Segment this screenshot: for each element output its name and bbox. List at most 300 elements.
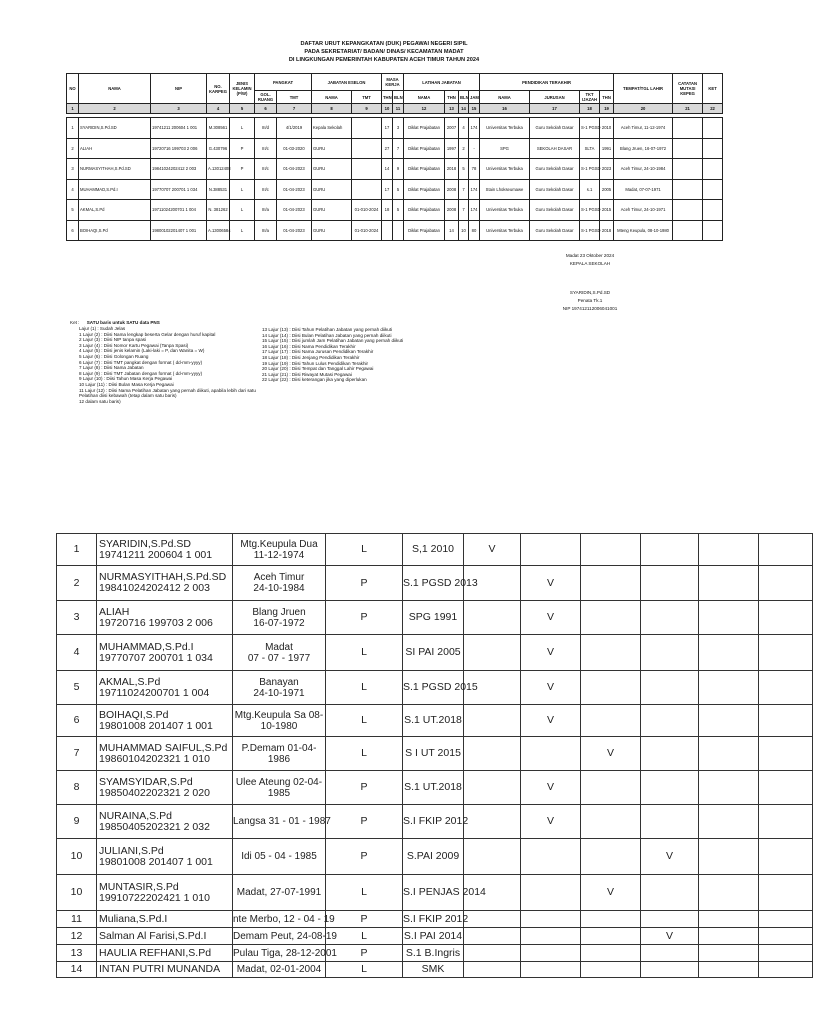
scanned-row-pendidikan: S.I FKIP 2012 [403, 911, 464, 928]
row-pendidikan-thn: 2018 [600, 220, 614, 241]
scanned-empty [699, 962, 759, 978]
row-latihan: Diklat Prajabatan [404, 118, 445, 139]
scanned-ttl-line: Blang Jruen [252, 606, 306, 618]
row-latihan: Diklat Prajabatan [404, 138, 445, 159]
scanned-row-no: 14 [57, 962, 97, 978]
scanned-name: AKMAL,S.Pd [99, 675, 161, 688]
scanned-row-no: 10 [57, 839, 97, 875]
row-nama: NURMASYITHAH,S.Pd.SD [79, 159, 151, 180]
scanned-nip: 19801008 201407 1 001 [99, 719, 213, 732]
row-latihan: Diklat Prajabatan [404, 220, 445, 241]
column-number: 3 [151, 104, 207, 114]
scanned-check-mark: V [521, 566, 581, 601]
row-jabatan: GURU [312, 138, 352, 159]
row-gol-ruang: III/c [255, 159, 277, 180]
scanned-row [57, 945, 813, 962]
row-latihan-bln: 4 [459, 118, 469, 139]
notes-ket-label: Ket : [70, 320, 80, 325]
duk-table [66, 73, 723, 241]
scanned-row-ttl [233, 705, 326, 737]
row-jurusan: Guru Sekolah Dasar [530, 220, 580, 241]
scanned-empty [699, 911, 759, 928]
row-no: 1 [67, 118, 79, 139]
header-nama-pendidikan: NAMA [480, 91, 530, 104]
scanned-ttl-line: 1986 [267, 753, 291, 765]
row-latihan: Diklat Prajabatan [404, 159, 445, 180]
scanned-row-no: 2 [57, 566, 97, 601]
scanned-check-mark [581, 962, 641, 978]
scanned-row-ttl [233, 671, 326, 705]
header-catatan-mutasi: CATATAN MUTASI KEPEG [673, 74, 703, 104]
row-jabatan: GURU [312, 220, 352, 241]
scanned-ttl-line: Langsa 31 - 01 - 1987 [233, 816, 331, 827]
scanned-ttl-line: Mtg.Keupula Sa 08- [234, 709, 324, 721]
scanned-check-mark [581, 566, 641, 601]
document-title [0, 40, 768, 64]
scanned-check-mark [521, 962, 581, 978]
row-jenis-kelamin: P [230, 159, 255, 180]
scanned-row-jk: L [326, 671, 403, 705]
row-ket [703, 220, 723, 241]
scanned-row-pendidikan: S.1 UT.2018 [403, 771, 464, 805]
column-number: 12 [404, 104, 445, 114]
scanned-row [57, 671, 813, 705]
row-tkt-ijazah: S-1 PGSD [580, 159, 600, 180]
row-latihan-bln: 7 [459, 179, 469, 200]
header-jenis-kelamin: JENIS KELAMIN (P/W) [230, 74, 255, 104]
scanned-row-no: 3 [57, 601, 97, 635]
scanned-empty [759, 805, 813, 839]
scanned-check-mark [641, 566, 699, 601]
scanned-empty [699, 737, 759, 771]
scanned-row-no: 13 [57, 945, 97, 962]
header-tmt-pangkat: TMT [277, 91, 312, 104]
scanned-check-mark [464, 945, 521, 962]
scanned-ttl-line: P.Demam 01-04- [241, 742, 317, 754]
scanned-row-nama [97, 635, 233, 671]
row-nama: AKMAL,S.Pd [79, 200, 151, 221]
row-tmt-jabatan [352, 138, 382, 159]
scanned-check-mark [521, 737, 581, 771]
scanned-nip: 19770707 200701 1 034 [99, 651, 213, 664]
scanned-name: BOIHAQI,S.Pd [99, 708, 169, 721]
scanned-empty [699, 705, 759, 737]
scanned-row-ttl [233, 771, 326, 805]
column-number: 1 [67, 104, 79, 114]
note-line: 8 Lajur (9) : Diisi TMT Jabatan dengan format ( dd-mm-yyyy) [79, 370, 203, 376]
header-nama-jabatan: NAMA [312, 91, 352, 104]
notes-left-column [79, 326, 259, 404]
note-line: 7 Lajur (8) : Diisi Nama Jabatan [79, 365, 144, 371]
header-nip: NIP [151, 74, 207, 104]
header-nama-latihan: NAMA [404, 91, 445, 104]
row-tmt-jabatan [352, 159, 382, 180]
scanned-row-pendidikan: S.I PAI 2014 [403, 928, 464, 945]
header-pangkat: PANGKAT [255, 74, 312, 91]
row-jabatan: GURU [312, 159, 352, 180]
scanned-name: NURAINA,S.Pd [99, 809, 172, 822]
row-tempat-tgl-lahir: Aceh Timur, 24-10-1971 [614, 200, 673, 221]
row-jurusan: Guru Sekolah Dasar [530, 118, 580, 139]
row-no: 6 [67, 220, 79, 241]
scanned-row-pendidikan: SI PAI 2005 [403, 635, 464, 671]
row-gol-ruang: III/c [255, 138, 277, 159]
column-number: 21 [673, 104, 703, 114]
scanned-row-pendidikan: S.1 B.Ingris [403, 945, 464, 962]
row-jabatan: GURU [312, 179, 352, 200]
note-line: 14 Lajur (14) : Diisi Bulan Pelatihan Jabatan yang pernah diikuti [262, 332, 392, 338]
scanned-check-mark: V [521, 705, 581, 737]
column-number: 16 [480, 104, 530, 114]
scanned-check-mark [641, 945, 699, 962]
row-catatan-mutasi [673, 200, 703, 221]
scanned-row-pendidikan: S.PAI 2009 [403, 839, 464, 875]
scanned-row-pendidikan: SPG 1991 [403, 601, 464, 635]
scanned-check-mark [641, 911, 699, 928]
row-masa-kerja-thn: 14 [382, 159, 393, 180]
scanned-row-no: 10 [57, 875, 97, 911]
row-jenis-kelamin: L [230, 200, 255, 221]
scanned-check-mark [464, 737, 521, 771]
title-line-2: PADA SEKRETARIAT/ BADAN/ DINAS/ KECAMATAN MADAT [304, 49, 464, 55]
column-number: 19 [600, 104, 614, 114]
row-nama: SYARIDIN,S.Pd.SD [79, 118, 151, 139]
scanned-nip: 19801008 201407 1 001 [99, 855, 213, 868]
scanned-row-ttl [233, 945, 337, 962]
row-catatan-mutasi [673, 179, 703, 200]
header-jam-latihan: JAM [469, 91, 480, 104]
scanned-row-nama [97, 911, 233, 928]
scanned-row-pendidikan: S.1 PGSD 2015 [403, 671, 464, 705]
row-karpeg: G.430796 [207, 138, 230, 159]
scanned-nip: 19910722202421 1 010 [99, 891, 210, 904]
table-row [67, 179, 723, 200]
row-jurusan: Guru Sekolah Dasar [530, 159, 580, 180]
scanned-ttl-line: 24-10-1984 [253, 583, 305, 594]
note-line: 1 Lajur (2) : Diisi Nama lengkap beserta Gelar dengan huruf kapital [79, 331, 216, 337]
column-number: 5 [230, 104, 255, 114]
header-no: NO [67, 74, 79, 104]
scanned-check-mark [581, 534, 641, 566]
scanned-name: JULIANI,S.Pd [99, 844, 164, 857]
scanned-row-nama [97, 737, 233, 771]
scanned-row-no: 7 [57, 737, 97, 771]
scanned-row-jk: P [326, 839, 403, 875]
scanned-nip: 19711024200701 1 004 [99, 686, 210, 699]
scanned-nip: 19850405202321 2 032 [99, 820, 210, 833]
row-latihan-jam: 174 [469, 118, 480, 139]
row-jurusan: Guru Sekolah Dasar [530, 200, 580, 221]
table-row [67, 118, 723, 139]
scanned-check-mark [464, 705, 521, 737]
scanned-row-ttl [233, 601, 326, 635]
row-masa-kerja-bln: 5 [393, 179, 404, 200]
scanned-row-no: 1 [57, 534, 97, 566]
row-latihan-jam: - [469, 138, 480, 159]
scanned-check-mark [521, 945, 581, 962]
scanned-check-mark [641, 962, 699, 978]
row-gol-ruang: III/d [255, 118, 277, 139]
row-nip: 19711024200701 1 004 [151, 200, 207, 221]
scanned-row-ttl [233, 805, 331, 839]
row-nama: ALIAH [79, 138, 151, 159]
scanned-empty [759, 945, 813, 962]
row-no: 2 [67, 138, 79, 159]
header-jabatan-eselon: JABATAN ESELON [312, 74, 382, 91]
scanned-ttl-line: 07 - 07 - 1977 [247, 652, 311, 664]
scanned-ttl-line: Madat, 27-07-1991 [236, 887, 322, 898]
row-pendidikan: Universitas Terbuka [480, 220, 530, 241]
scanned-empty [759, 839, 813, 875]
scanned-empty [699, 928, 759, 945]
row-latihan: Diklat Prajabatan [404, 200, 445, 221]
scanned-name: MUHAMMAD,S.Pd.I [99, 640, 194, 653]
column-number: 22 [703, 104, 723, 114]
row-tempat-tgl-lahir: Blang Jruen, 16-07-1972 [614, 138, 673, 159]
scanned-check-mark [521, 534, 581, 566]
scanned-ttl-line: Mtg.Keupula Dua [240, 538, 318, 550]
header-gol-ruang: GOL. RUANG [255, 91, 277, 104]
header-thn-masa-kerja: THN [382, 91, 393, 104]
scanned-check-mark [581, 771, 641, 805]
row-nip: 19770707 200701 1 034 [151, 179, 207, 200]
note-line: Pelatihan diisi kebawah (tetap dalam satu baris) [79, 393, 177, 399]
scanned-empty [759, 601, 813, 635]
notes-ket-title: SATU baris untuk SATU data PNS [86, 320, 160, 325]
column-number: 18 [580, 104, 600, 114]
row-jabatan: GURU [312, 200, 352, 221]
scanned-empty [699, 635, 759, 671]
signature-place-date: Madat 23 Oktober 2024 [565, 253, 615, 258]
scanned-empty [699, 771, 759, 805]
column-number: 15 [469, 104, 480, 114]
scanned-row-ttl [233, 566, 326, 601]
column-number: 9 [352, 104, 382, 114]
header-pendidikan-terakhir: PENDIDIKAN TERAKHIR [480, 74, 614, 91]
row-gol-ruang: III/a [255, 200, 277, 221]
scanned-check-mark: V [581, 875, 641, 911]
row-pendidikan-thn: 1991 [600, 138, 614, 159]
scanned-nip: 19850402202321 2 020 [99, 786, 210, 799]
scanned-check-mark [641, 534, 699, 566]
scanned-check-mark [581, 928, 641, 945]
scanned-row-no: 12 [57, 928, 97, 945]
scanned-check-mark [641, 875, 699, 911]
row-catatan-mutasi [673, 159, 703, 180]
note-line: 2 Lajur (3) : Diisi NIP tanpa spasi [79, 337, 147, 343]
row-tempat-tgl-lahir: Aceh Timur, 24-10-1984 [614, 159, 673, 180]
scanned-empty [699, 839, 759, 875]
scanned-name: NURMASYITHAH,S.Pd.SD [99, 571, 227, 583]
row-karpeg: N.388531 [207, 179, 230, 200]
scanned-check-mark [581, 945, 641, 962]
column-number: 2 [79, 104, 151, 114]
header-tempat-tgl-lahir: TEMPAT/TGL LAHIR [614, 74, 673, 104]
row-nip: 19720716 199703 2 006 [151, 138, 207, 159]
column-number: 20 [614, 104, 673, 114]
row-no: 4 [67, 179, 79, 200]
scanned-row-nama [97, 928, 233, 945]
row-gol-ruang: III/a [255, 220, 277, 241]
scanned-check-mark: V [521, 805, 581, 839]
scanned-check-mark [581, 671, 641, 705]
column-number: 6 [255, 104, 277, 114]
row-catatan-mutasi [673, 138, 703, 159]
row-tkt-ijazah: SLTA [580, 138, 600, 159]
scanned-row-jk: L [326, 737, 403, 771]
row-latihan: Diklat Prajabatan [404, 179, 445, 200]
scanned-empty [759, 635, 813, 671]
column-number: 11 [393, 104, 404, 114]
note-line: 16 Lajur (16) : Diisi Nama Pendidikan Terakhir [262, 343, 356, 349]
scanned-ttl-line: Ulee Ateung 02-04- [235, 776, 323, 788]
scanned-row-pendidikan: SMK [403, 962, 464, 978]
scanned-empty [759, 671, 813, 705]
scanned-row-nama [97, 566, 233, 601]
scanned-empty [759, 962, 813, 978]
row-tmt-pangkat: 01-04-2023 [277, 179, 312, 200]
scanned-row-nama [97, 671, 233, 705]
row-ket [703, 200, 723, 221]
scanned-ttl-line: Idi 05 - 04 - 1985 [241, 851, 317, 862]
scanned-empty [699, 601, 759, 635]
scanned-row-jk: L [326, 635, 403, 671]
note-line: 17 Lajur (17) : Diisi Nama Jurusan Pendidikan Terakhir [262, 349, 374, 355]
column-number: 7 [277, 104, 312, 114]
scanned-check-mark [581, 839, 641, 875]
scanned-empty [699, 945, 759, 962]
row-jurusan: Guru Sekolah Dasar [530, 179, 580, 200]
scanned-empty [759, 771, 813, 805]
scanned-check-mark [464, 805, 521, 839]
scanned-row [57, 705, 813, 737]
row-tkt-ijazah: S-1 PGSD [580, 220, 600, 241]
row-tempat-tgl-lahir: Aceh Timur, 11-12-1974 [614, 118, 673, 139]
table-row [67, 220, 723, 241]
scanned-check-mark [581, 805, 641, 839]
row-tkt-ijazah: s.1 [580, 179, 600, 200]
row-masa-kerja-thn: 27 [382, 138, 393, 159]
scanned-row-nama [97, 875, 233, 911]
row-latihan-thn: 2007 [445, 118, 459, 139]
scanned-empty [759, 566, 813, 601]
row-masa-kerja-thn: 18 [382, 200, 393, 221]
scanned-check-mark: V [521, 671, 581, 705]
note-line: 22 Lajur (22) : Diisi keterangan jika yang diperlukan [262, 377, 367, 383]
scanned-empty [699, 534, 759, 566]
scanned-row-pendidikan: S.1 UT.2018 [403, 705, 464, 737]
scanned-row [57, 875, 813, 911]
note-line: 13 Lajur (13) : Diisi Tahun Pelatihan Jabatan yang pernah diikuti [262, 327, 393, 332]
row-karpeg: A.13006584 [207, 220, 230, 241]
scanned-ttl-line: Madat [265, 641, 293, 653]
scanned-empty [759, 534, 813, 566]
scanned-name: SYARIDIN,S.Pd.SD [99, 537, 191, 550]
row-latihan-thn: 2008 [445, 200, 459, 221]
row-tmt-jabatan: 01-010-2024 [352, 220, 382, 241]
header-no-karpeg: NO. KARPEG [207, 74, 230, 104]
scanned-check-mark [464, 962, 521, 978]
signature-rank: Penata Tk.1 [577, 298, 603, 303]
note-line: 9 Lajur (10) : Diisi Tahun Masa Kerja Pegawai [79, 376, 173, 382]
column-number: 10 [382, 104, 393, 114]
scanned-check-mark [641, 771, 699, 805]
scanned-row-jk: L [326, 928, 403, 945]
column-number: 13 [445, 104, 459, 114]
row-masa-kerja-thn [382, 220, 393, 241]
row-masa-kerja-bln [393, 220, 404, 241]
scanned-check-mark [581, 911, 641, 928]
scanned-row [57, 566, 813, 601]
scanned-row-no: 6 [57, 705, 97, 737]
scanned-check-mark [464, 635, 521, 671]
scanned-empty [759, 705, 813, 737]
scanned-row [57, 601, 813, 635]
scanned-check-mark: V [641, 839, 699, 875]
scanned-ttl-line: 11-12-1974 [253, 549, 305, 561]
scanned-check-mark [521, 875, 581, 911]
scanned-table [56, 533, 813, 978]
scanned-check-mark [641, 737, 699, 771]
header-nama: NAMA [79, 74, 151, 104]
scanned-empty [699, 875, 759, 911]
scanned-nip: 19860104202321 1 010 [99, 752, 210, 765]
scanned-check-mark [464, 771, 521, 805]
scanned-check-mark [641, 671, 699, 705]
scanned-ttl-line: 10-1980 [260, 720, 298, 732]
header-ket: KET [703, 74, 723, 104]
scanned-ttl-line: Demam Peut, 24-08-19 [233, 930, 337, 942]
scanned-ttl-line: 1985 [267, 787, 291, 799]
row-catatan-mutasi [673, 220, 703, 241]
row-pendidikan-thn: 2010 [600, 118, 614, 139]
row-latihan-jam: 174 [469, 179, 480, 200]
scanned-ttl-line: Pulau Tiga, 28-12-2001 [233, 947, 337, 959]
duk-table-body [67, 118, 723, 241]
row-nama: MUHAMMAD,S.Pd.I [79, 179, 151, 200]
header-thn-pendidikan: THN [600, 91, 614, 104]
scanned-check-mark: V [581, 737, 641, 771]
header-latihan-jabatan: LATIHAN JABATAN [404, 74, 480, 91]
scanned-name: INTAN PUTRI MUNANDA [99, 963, 221, 975]
row-masa-kerja-bln: 5 [393, 200, 404, 221]
scanned-name: MUNTASIR,S.Pd [99, 880, 179, 893]
scanned-row-nama [97, 771, 233, 805]
scanned-row-nama [97, 962, 233, 978]
scanned-row-jk: L [326, 534, 403, 566]
row-pendidikan: Universitas Terbuka [480, 200, 530, 221]
scanned-row-nama [97, 705, 233, 737]
scanned-name: HAULIA REFHANI,S.Pd [99, 946, 212, 959]
note-line: 18 Lajur (18) : Diisi Jenjang Pendidikan Terakhir [262, 354, 360, 360]
table-row [67, 159, 723, 180]
row-latihan-bln: 5 [459, 159, 469, 180]
scanned-ttl-line: Aceh Timur [253, 572, 305, 583]
row-latihan-thn: 1997 [445, 138, 459, 159]
scanned-row-ttl [233, 875, 326, 911]
row-karpeg: A.13012408 [207, 159, 230, 180]
column-number: 14 [459, 104, 469, 114]
row-tmt-pangkat: 01-03-2020 [277, 138, 312, 159]
scanned-row-jk: P [326, 601, 403, 635]
signature-nip: NIP 197412112006041001 [562, 306, 618, 311]
scanned-check-mark [641, 805, 699, 839]
scanned-row-no: 4 [57, 635, 97, 671]
table-row [67, 200, 723, 221]
header-tmt-jabatan: TMT [352, 91, 382, 104]
row-tmt-jabatan [352, 118, 382, 139]
scanned-row-no: 8 [57, 771, 97, 805]
